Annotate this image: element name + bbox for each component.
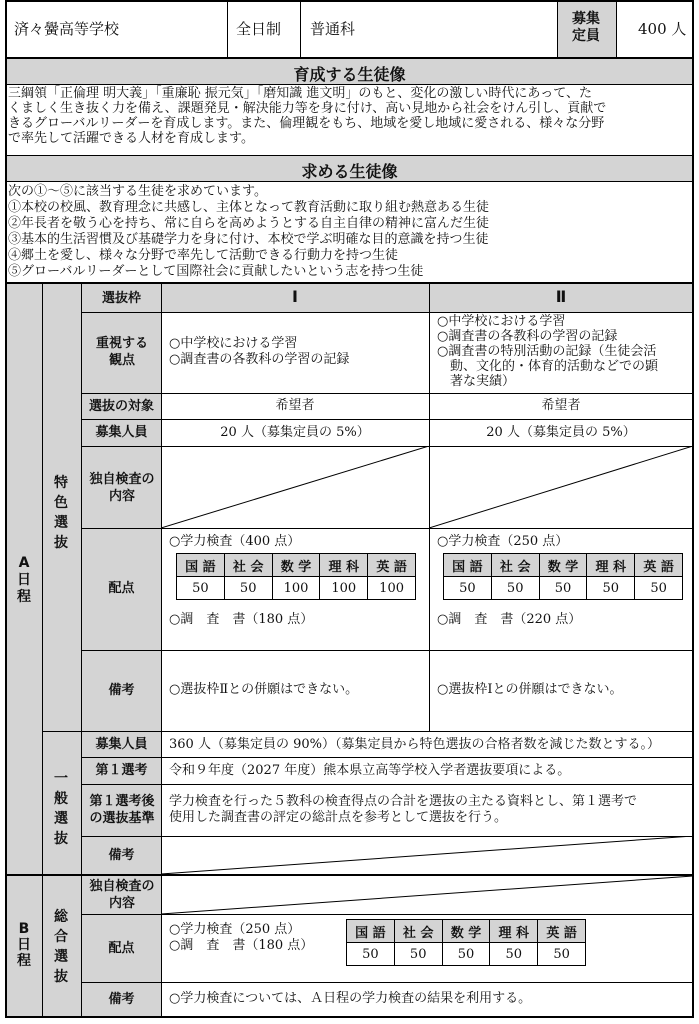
ideal-line: 三綱領「正倫理 明大義」「重廉恥 振元気」「磨知識 進文明」のもと、変化の激しい時代にあって、た: [8, 86, 593, 101]
sought-student-title: 求める生徒像: [301, 162, 398, 181]
score-table-col2: [443, 553, 683, 600]
subject-score: 50: [394, 943, 442, 966]
row-label-biko: 備考: [108, 683, 135, 698]
subject-score: 50: [177, 577, 225, 600]
subject-score: 100: [368, 577, 416, 600]
kanten-col2-line: 動、文化的・体育的活動などでの顕: [437, 359, 659, 374]
b-biko: ○学力検査については、Ａ日程の学力検査の結果を利用する。: [169, 991, 532, 1006]
sought-line: ⑤グローバルリーダーとして国際社会に貢献したいという志を持つ生徒: [8, 264, 424, 279]
ippan-dai1: 令和９年度（2027 年度）熊本県立高等学校入学者選抜要項による。: [169, 763, 571, 778]
capacity-value: 400 人: [638, 20, 687, 38]
subject-header: 社 会: [224, 554, 272, 577]
ippan-biko-diagonal: [161, 836, 693, 874]
b-row-label-dokuji: 独自検査の内容: [89, 879, 155, 911]
ippan-kijun-line: 使用した調査書の評定の総計点を参考として選抜を行う。: [169, 810, 508, 825]
biko-col2: ○選抜枠Ⅰとの併願はできない。: [437, 682, 623, 697]
row-label-waku: 選抜枠: [101, 291, 141, 306]
ideal-line: で率先して活躍できる人材を育成します。: [8, 131, 254, 146]
row-label-kanten: 重視する観点: [96, 336, 149, 368]
ippan-row-label-kijun: 第１選考後の選抜基準: [89, 794, 155, 826]
subject-score: 50: [538, 943, 586, 966]
ideal-line: くましく生き抜く力を備え、課題発見・解決能力等を身に付け、高い見地から社会をけん引し、貢献で: [8, 101, 607, 116]
sogo-label: 総合選抜: [54, 909, 68, 985]
haiten-col2-chosasho: ○調 査 書（220 点）: [437, 612, 582, 627]
subject-score: 50: [224, 577, 272, 600]
sought-line: 次の①～⑤に該当する生徒を求めています。: [8, 184, 267, 199]
sought-line: ①本校の校風、教育理念に共感し、主体となって教育活動に取り組む熱意ある生徒: [8, 200, 490, 215]
sought-student-text: [8, 184, 692, 280]
dokuji-col2-diagonal: [429, 446, 693, 528]
kanten-col1-line: ○中学校における学習: [169, 336, 298, 351]
ippan-ninzu: 360 人（募集定員の 90%）（募集定員から特色選抜の合格者数を減じた数とする。）: [169, 737, 660, 752]
dokuji-col1-diagonal: [161, 446, 429, 528]
b-row-label-haiten: 配点: [108, 941, 135, 956]
subject-score: 50: [444, 577, 492, 600]
subject-header: 国 語: [177, 554, 225, 577]
subject-header: 英 語: [368, 554, 416, 577]
ninzu-col2: 20 人（募集定員の 5%）: [486, 425, 636, 440]
tokushoku-label: 特色選抜: [54, 475, 68, 551]
subject-header: 理 科: [587, 554, 635, 577]
ninzu-col1: 20 人（募集定員の 5%）: [220, 425, 370, 440]
ideal-student-title: 育成する生徒像: [293, 65, 406, 84]
ippan-kijun-line: 学力検査を行った５教科の検査得点の合計を選抜の主たる資料とし、第１選考で: [169, 794, 638, 809]
subject-score: 50: [442, 943, 490, 966]
capacity-label: 募集定員: [572, 11, 600, 44]
waku-col2-header: Ⅱ: [555, 287, 567, 306]
subject-header: 数 学: [539, 554, 587, 577]
score-table-b: [346, 919, 586, 966]
sought-line: ④郷土を愛し、様々な分野で率先して活動できる行動力を持つ生徒: [8, 248, 399, 263]
course-type: 全日制: [236, 20, 282, 38]
subject-score: 50: [635, 577, 683, 600]
waku-col1-header: Ⅰ: [292, 287, 298, 306]
ippan-row-label-biko: 備考: [108, 848, 135, 863]
subject-score: 50: [347, 943, 395, 966]
a-schedule-label: A日程: [17, 555, 31, 605]
kanten-col1-line: ○調査書の各教科の学習の記録: [169, 352, 350, 367]
subject-score: 50: [490, 943, 538, 966]
b-schedule-label: B日程: [17, 921, 31, 969]
ideal-student-text: [8, 86, 692, 146]
subject-score: 50: [587, 577, 635, 600]
kanten-col2-line: 著な実績）: [437, 374, 516, 389]
b-haiten-gakuryoku: ○学力検査（250 点）: [169, 922, 301, 937]
sought-line: ②年長者を敬う心を持ち、常に自らを高めようとする自主自律の精神に富んだ生徒: [8, 216, 490, 231]
row-label-dokuji: 独自検査の内容: [89, 472, 155, 504]
haiten-col1-chosasho: ○調 査 書（180 点）: [169, 612, 314, 627]
ideal-line: きるグローバルリーダーを育成します。また、倫理観をもち、地域を愛し地域に愛される、様々な分野: [8, 116, 605, 131]
department: 普通科: [310, 20, 356, 38]
subject-header: 英 語: [635, 554, 683, 577]
b-row-label-biko: 備考: [108, 992, 135, 1007]
haiten-col1-gakuryoku: ○学力検査（400 点）: [169, 534, 301, 549]
row-label-ninzu: 募集人員: [95, 425, 148, 440]
kanten-col2-line: ○調査書の各教科の学習の記録: [437, 329, 618, 344]
haiten-col2-gakuryoku: ○学力検査（250 点）: [437, 534, 569, 549]
kanten-col2-line: ○調査書の特別活動の記録（生徒会活: [437, 344, 657, 359]
subject-header: 数 学: [272, 554, 320, 577]
subject-header: 数 学: [442, 920, 490, 943]
subject-header: 国 語: [347, 920, 395, 943]
subject-score: 100: [320, 577, 368, 600]
subject-header: 社 会: [394, 920, 442, 943]
subject-header: 理 科: [320, 554, 368, 577]
subject-score: 50: [539, 577, 587, 600]
kanten-col2-line: ○中学校における学習: [437, 314, 566, 329]
subject-header: 社 会: [491, 554, 539, 577]
row-label-haiten: 配点: [108, 581, 135, 596]
ippan-row-label-dai1: 第１選考: [95, 763, 148, 778]
ippan-row-label-ninzu: 募集人員: [95, 737, 148, 752]
biko-col1: ○選抜枠Ⅱとの併願はできない。: [169, 682, 359, 697]
school-name: 済々黌高等学校: [14, 20, 120, 38]
row-label-taisho: 選抜の対象: [88, 399, 154, 414]
taisho-col2: 希望者: [541, 398, 581, 413]
subject-score: 100: [272, 577, 320, 600]
ippan-label: 一般選抜: [54, 771, 68, 847]
subject-header: 国 語: [444, 554, 492, 577]
b-haiten-chosasho: ○調 査 書（180 点）: [169, 938, 314, 953]
score-table-col1: [176, 553, 416, 600]
sought-line: ③基本的生活習慣及び基礎学力を身に付け、本校で学ぶ明確な目的意識を持つ生徒: [8, 232, 489, 247]
subject-score: 50: [491, 577, 539, 600]
b-dokuji-diagonal: [161, 876, 693, 914]
subject-header: 理 科: [490, 920, 538, 943]
subject-header: 英 語: [538, 920, 586, 943]
taisho-col1: 希望者: [275, 398, 315, 413]
